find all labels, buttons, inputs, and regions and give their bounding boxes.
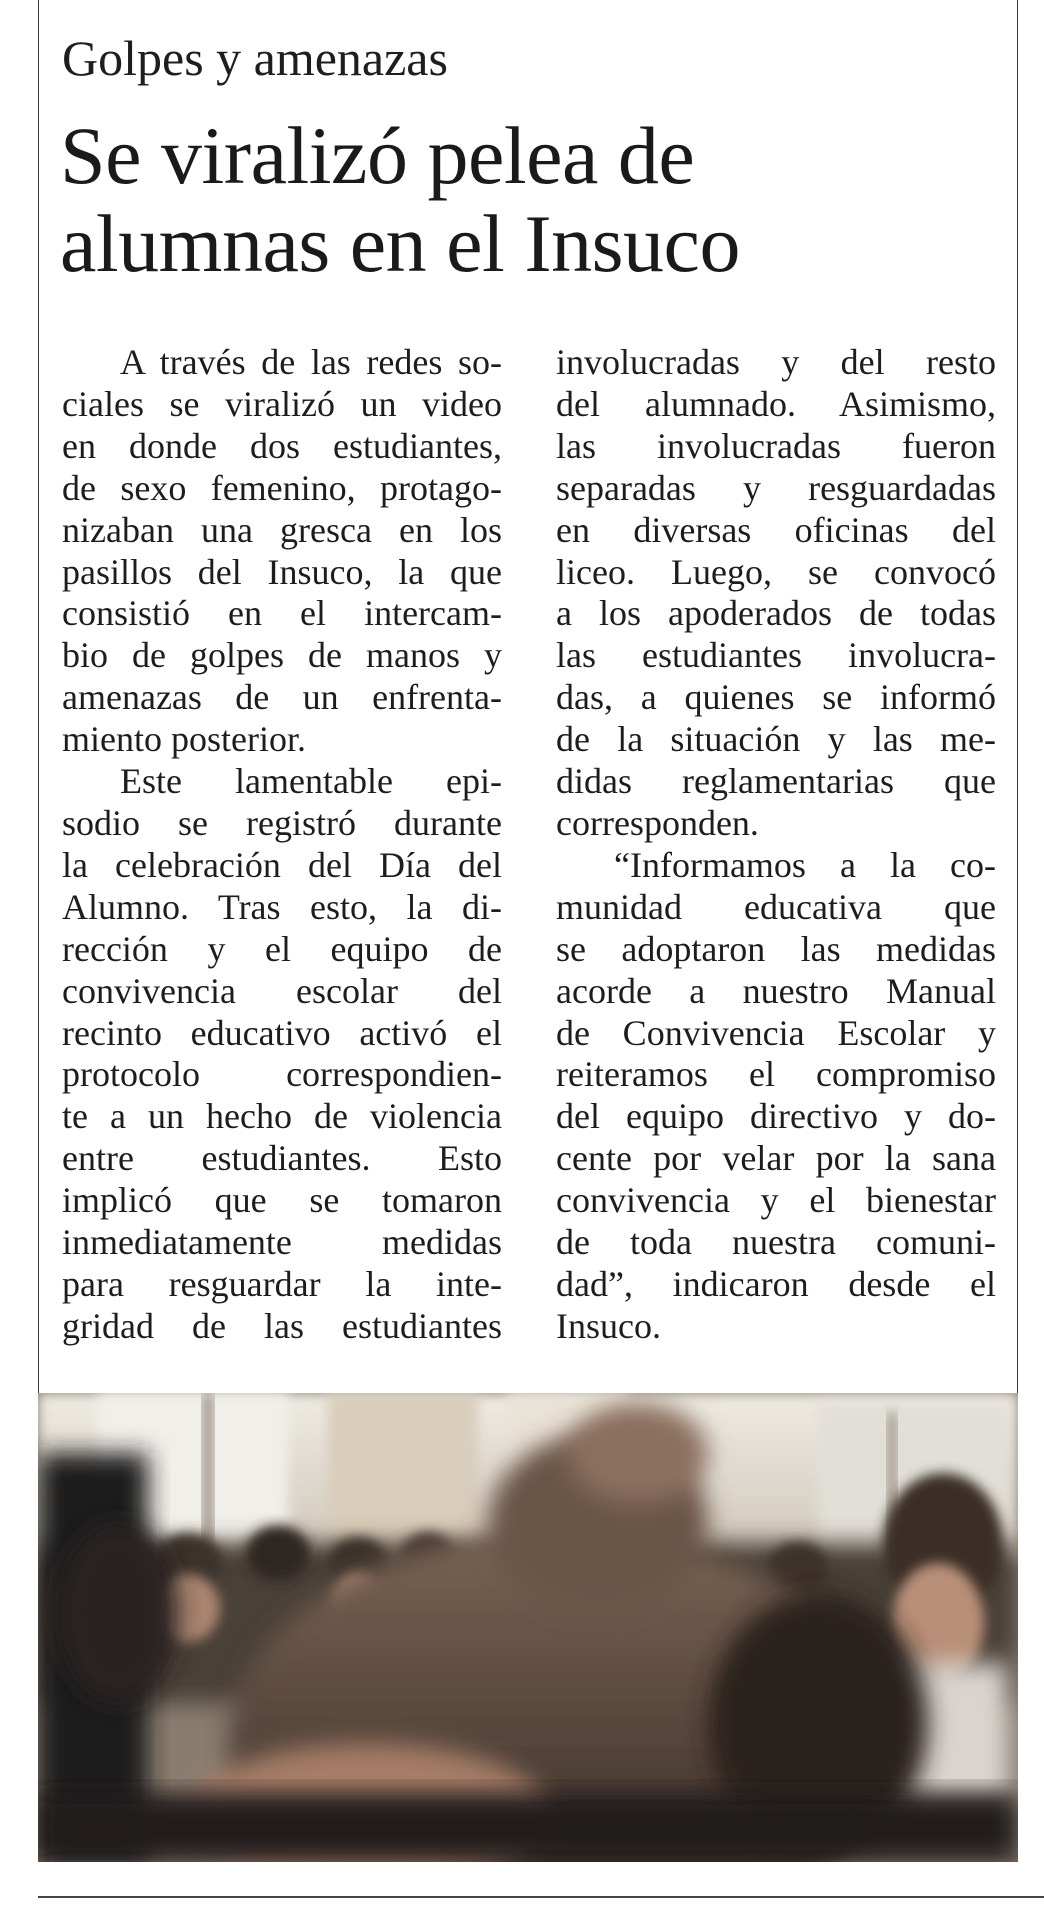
- body-line: recinto educativo activó el: [62, 1012, 502, 1053]
- body-line: das, a quienes se informó: [556, 677, 996, 718]
- body-line: convivencia y el bienestar: [556, 1180, 996, 1221]
- body-line: te a un hecho de violencia: [62, 1096, 502, 1137]
- body-line: consistió en el intercam-: [62, 593, 502, 634]
- headline-line: alumnas en el Insuco: [60, 198, 740, 289]
- body-line: inmediatamente medidas: [62, 1222, 502, 1263]
- body-line: Alumno. Tras esto, la di-: [62, 886, 502, 927]
- body-line: acorde a nuestro Manual: [556, 970, 996, 1011]
- body-line: de sexo femenino, protago-: [62, 467, 502, 508]
- body-line: en donde dos estudiantes,: [62, 425, 502, 466]
- body-line: convivencia escolar del: [62, 970, 502, 1011]
- body-line: liceo. Luego, se convocó: [556, 551, 996, 592]
- page-bottom-rule: [38, 1896, 1044, 1898]
- article-column-left: [62, 342, 502, 1348]
- body-line: se adoptaron las medidas: [556, 928, 996, 969]
- body-line: la celebración del Día del: [62, 844, 502, 885]
- body-line: implicó que se tomaron: [62, 1180, 502, 1221]
- body-line: en diversas oficinas del: [556, 509, 996, 550]
- body-line: cente por velar por la sana: [556, 1138, 996, 1179]
- body-line: involucradas y del resto: [556, 342, 996, 382]
- article-headline: [60, 112, 1000, 288]
- body-line: separadas y resguardadas: [556, 467, 996, 508]
- article-column-right: [556, 342, 996, 1348]
- article-kicker: Golpes y amenazas: [62, 30, 448, 86]
- body-line: entre estudiantes. Esto: [62, 1138, 502, 1179]
- body-line: corresponden.: [556, 802, 759, 843]
- blurred-crowd-photo-icon: [38, 1393, 1018, 1862]
- body-line: pasillos del Insuco, la que: [62, 551, 502, 592]
- body-line: sodio se registró durante: [62, 802, 502, 843]
- body-line: A través de las redes so-: [120, 342, 502, 382]
- body-line: de Convivencia Escolar y: [556, 1012, 996, 1053]
- body-line: Este lamentable epi-: [120, 761, 502, 802]
- body-line: miento posterior.: [62, 719, 306, 760]
- body-line: de la situación y las me-: [556, 719, 996, 760]
- body-line: a los apoderados de todas: [556, 593, 996, 634]
- body-line: rección y el equipo de: [62, 928, 502, 969]
- body-line: para resguardar la inte-: [62, 1263, 502, 1304]
- body-line: didas reglamentarias que: [556, 761, 996, 802]
- body-line: del alumnado. Asimismo,: [556, 383, 996, 424]
- body-line: bio de golpes de manos y: [62, 635, 502, 676]
- body-line: de toda nuestra comuni-: [556, 1222, 996, 1263]
- body-line: ciales se viralizó un video: [62, 383, 502, 424]
- body-line: dad”, indicaron desde el: [556, 1263, 996, 1304]
- body-line: “Informamos a la co-: [614, 844, 996, 885]
- body-line: gridad de las estudiantes: [62, 1305, 502, 1346]
- body-line: reiteramos el compromiso: [556, 1054, 996, 1095]
- body-line: munidad educativa que: [556, 886, 996, 927]
- body-line: amenazas de un enfrenta-: [62, 677, 502, 718]
- article-photo: [38, 1393, 1018, 1862]
- body-line: del equipo directivo y do-: [556, 1096, 996, 1137]
- body-line: las involucradas fueron: [556, 425, 996, 466]
- body-line: protocolo correspondien-: [62, 1054, 502, 1095]
- body-line: nizaban una gresca en los: [62, 509, 502, 550]
- body-line: Insuco.: [556, 1305, 661, 1346]
- headline-line: Se viralizó pelea de: [60, 110, 695, 201]
- body-line: las estudiantes involucra-: [556, 635, 996, 676]
